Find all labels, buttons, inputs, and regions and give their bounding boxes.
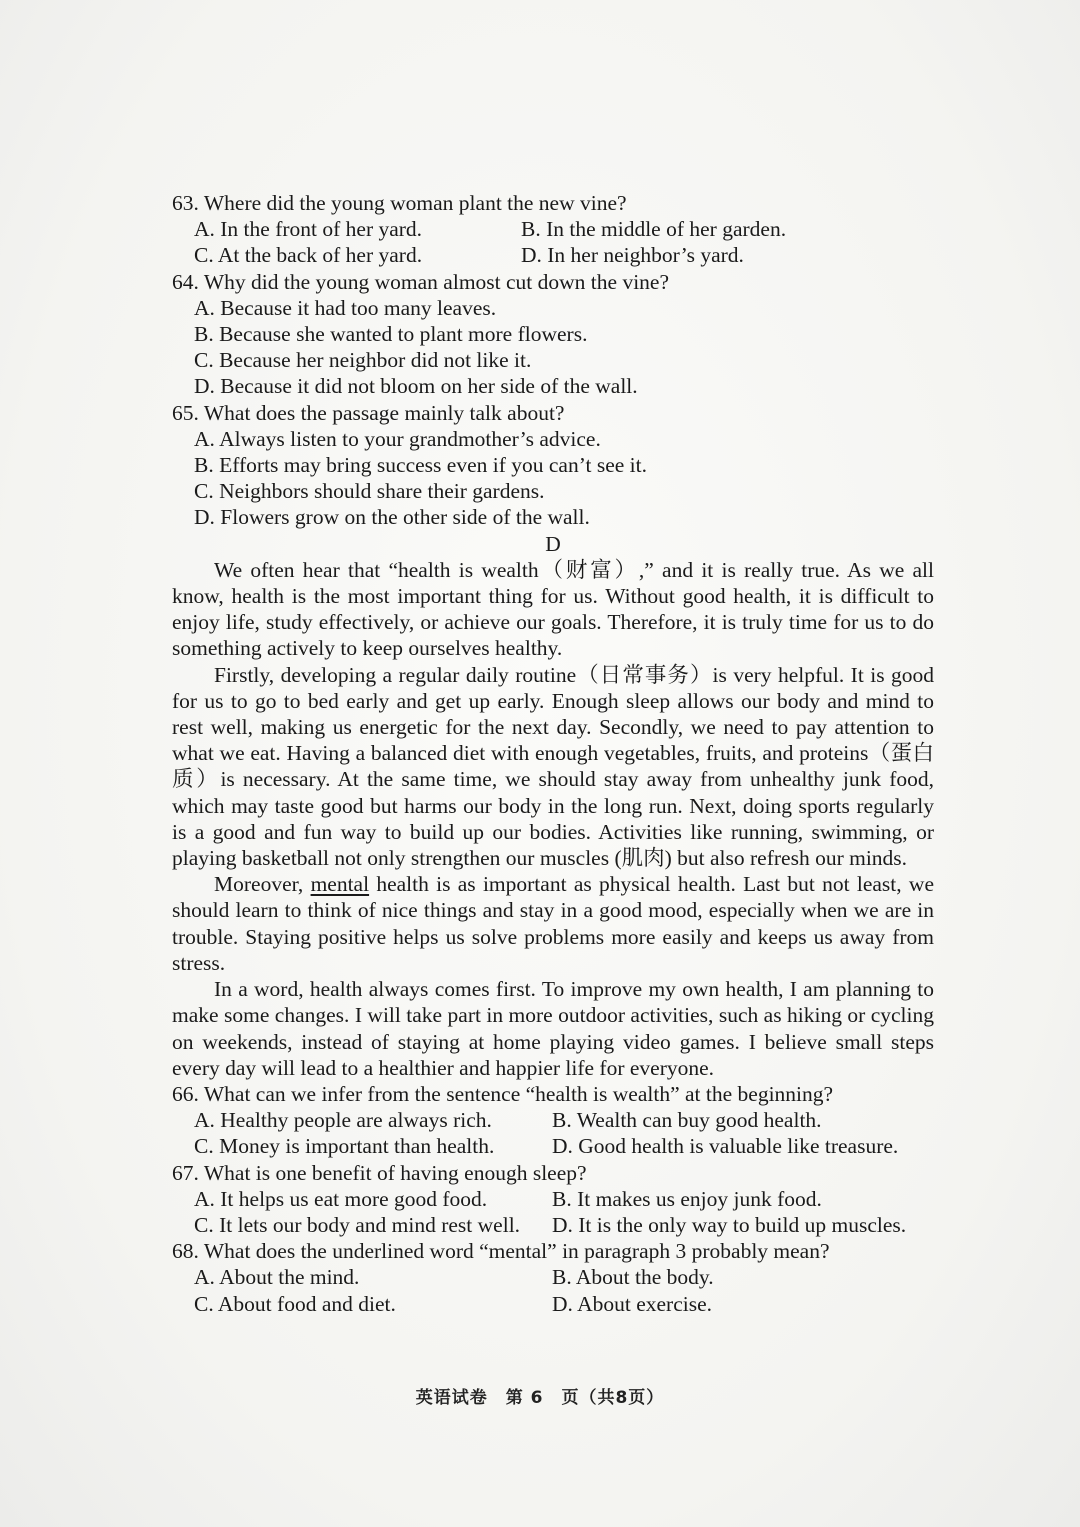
- passage-paragraph-4: In a word, health always comes first. To improve my own health, I am planning to make some changes. I will take part in more outdoor activities, such as hiking or cycling on weekends, instead of staying at home playing video games. I believe small steps every day will lead to a healthier and happier life for everyone.: [172, 977, 934, 1080]
- options-row: [172, 1186, 934, 1212]
- question-text: 63. Where did the young woman plant the new vine?: [172, 191, 627, 215]
- options-row: [172, 216, 934, 242]
- option-d: D. Flowers grow on the other side of the wall.: [194, 505, 590, 530]
- option-c: C. At the back of her yard.: [194, 243, 423, 268]
- reading-passage: [172, 557, 934, 1081]
- options-row: [172, 1107, 934, 1133]
- option-a: A. Always listen to your grandmother’s advice.: [194, 426, 601, 451]
- page-content: [172, 190, 934, 1317]
- option-d: D. It is the only way to build up muscles.: [552, 1212, 907, 1237]
- paragraph-text: Moreover,: [214, 872, 311, 897]
- option-b: B. It makes us enjoy junk food.: [552, 1186, 822, 1211]
- question-66: [172, 1081, 934, 1160]
- passage-paragraph-2: Firstly, developing a regular daily routine（日常事务）is very helpful. It is good for us to go to bed early and get up early. Enough sleep allows our body and mind to rest well, making us energetic for the next day. Secondly, we need to pay attention to what we eat. Having a balanced diet with enough vegetables, fruits, and proteins（蛋白质）is necessary. At the same time, we should stay away from unhealthy junk food, which may taste good but harms our body in the long run. Next, doing sports regularly is a good and fun way to build up our bodies. Activities like running, swimming, or playing basketball not only strengthen our muscles (肌肉) but also refresh our minds.: [172, 662, 934, 871]
- option-c: C. It lets our body and mind rest well.: [194, 1212, 521, 1237]
- question-text: 65. What does the passage mainly talk about?: [172, 400, 565, 425]
- question-67: [172, 1160, 934, 1239]
- option-a: A. Healthy people are always rich.: [194, 1108, 492, 1133]
- option-d: D. Good health is valuable like treasure.: [552, 1134, 899, 1159]
- option-c: C. Money is important than health.: [194, 1134, 495, 1159]
- question-text: 64. Why did the young woman almost cut down the vine?: [172, 269, 670, 294]
- option-a: A. It helps us eat more good food.: [194, 1186, 488, 1211]
- options-row: [172, 1291, 934, 1317]
- option-c: C. Neighbors should share their gardens.: [194, 479, 545, 504]
- question-text: 68. What does the underlined word “mental” in paragraph 3 probably mean?: [172, 1239, 830, 1264]
- paragraph-text: health is as important as physical health. Last but not least, we should learn to think of nice things and stay in a good mood, especially when we are in trouble. Staying positive helps us solve problems more easily and keeps us away from stress.: [172, 872, 934, 975]
- option-b: B. Efforts may bring success even if you can’t see it.: [194, 453, 647, 478]
- question-63: [172, 190, 934, 269]
- option-a: A. Because it had too many leaves.: [194, 295, 497, 320]
- option-a: A. In the front of her yard.: [194, 217, 423, 242]
- page-footer: 英语试卷 第 6 页（共8页）: [415, 1388, 665, 1408]
- section-heading: D: [545, 531, 561, 556]
- question-text: 66. What can we infer from the sentence “health is wealth” at the beginning?: [172, 1081, 834, 1106]
- option-d: D. About exercise.: [552, 1291, 713, 1316]
- underlined-word: mental: [310, 872, 370, 897]
- option-d: D. Because it did not bloom on her side of the wall.: [194, 374, 638, 399]
- option-c: C. About food and diet.: [194, 1291, 396, 1316]
- option-c: C. Because her neighbor did not like it.: [194, 348, 532, 373]
- question-64: [172, 269, 934, 400]
- option-b: B. In the middle of her garden.: [521, 217, 787, 242]
- question-65: [172, 400, 934, 531]
- passage-paragraph-1: We often hear that “health is wealth（财富）,” and it is really true. As we all know, health is the most important thing for us. Without good health, it is difficult to enjoy life, study effectively, or achieve our goals. Therefore, it is truly time for us to do something actively to keep ourselves healthy.: [172, 557, 934, 661]
- options-row: [172, 1264, 934, 1290]
- question-68: [172, 1238, 934, 1317]
- option-b: B. Wealth can buy good health.: [552, 1108, 822, 1133]
- options-row: [172, 1212, 934, 1238]
- options-row: [172, 1133, 934, 1159]
- option-b: B. Because she wanted to plant more flowers.: [194, 322, 588, 347]
- options-row: [172, 242, 934, 268]
- passage-paragraph-3: [172, 871, 934, 976]
- option-d: D. In her neighbor’s yard.: [521, 243, 744, 268]
- question-text: 67. What is one benefit of having enough sleep?: [172, 1160, 587, 1185]
- option-a: A. About the mind.: [194, 1265, 360, 1290]
- option-b: B. About the body.: [552, 1265, 714, 1290]
